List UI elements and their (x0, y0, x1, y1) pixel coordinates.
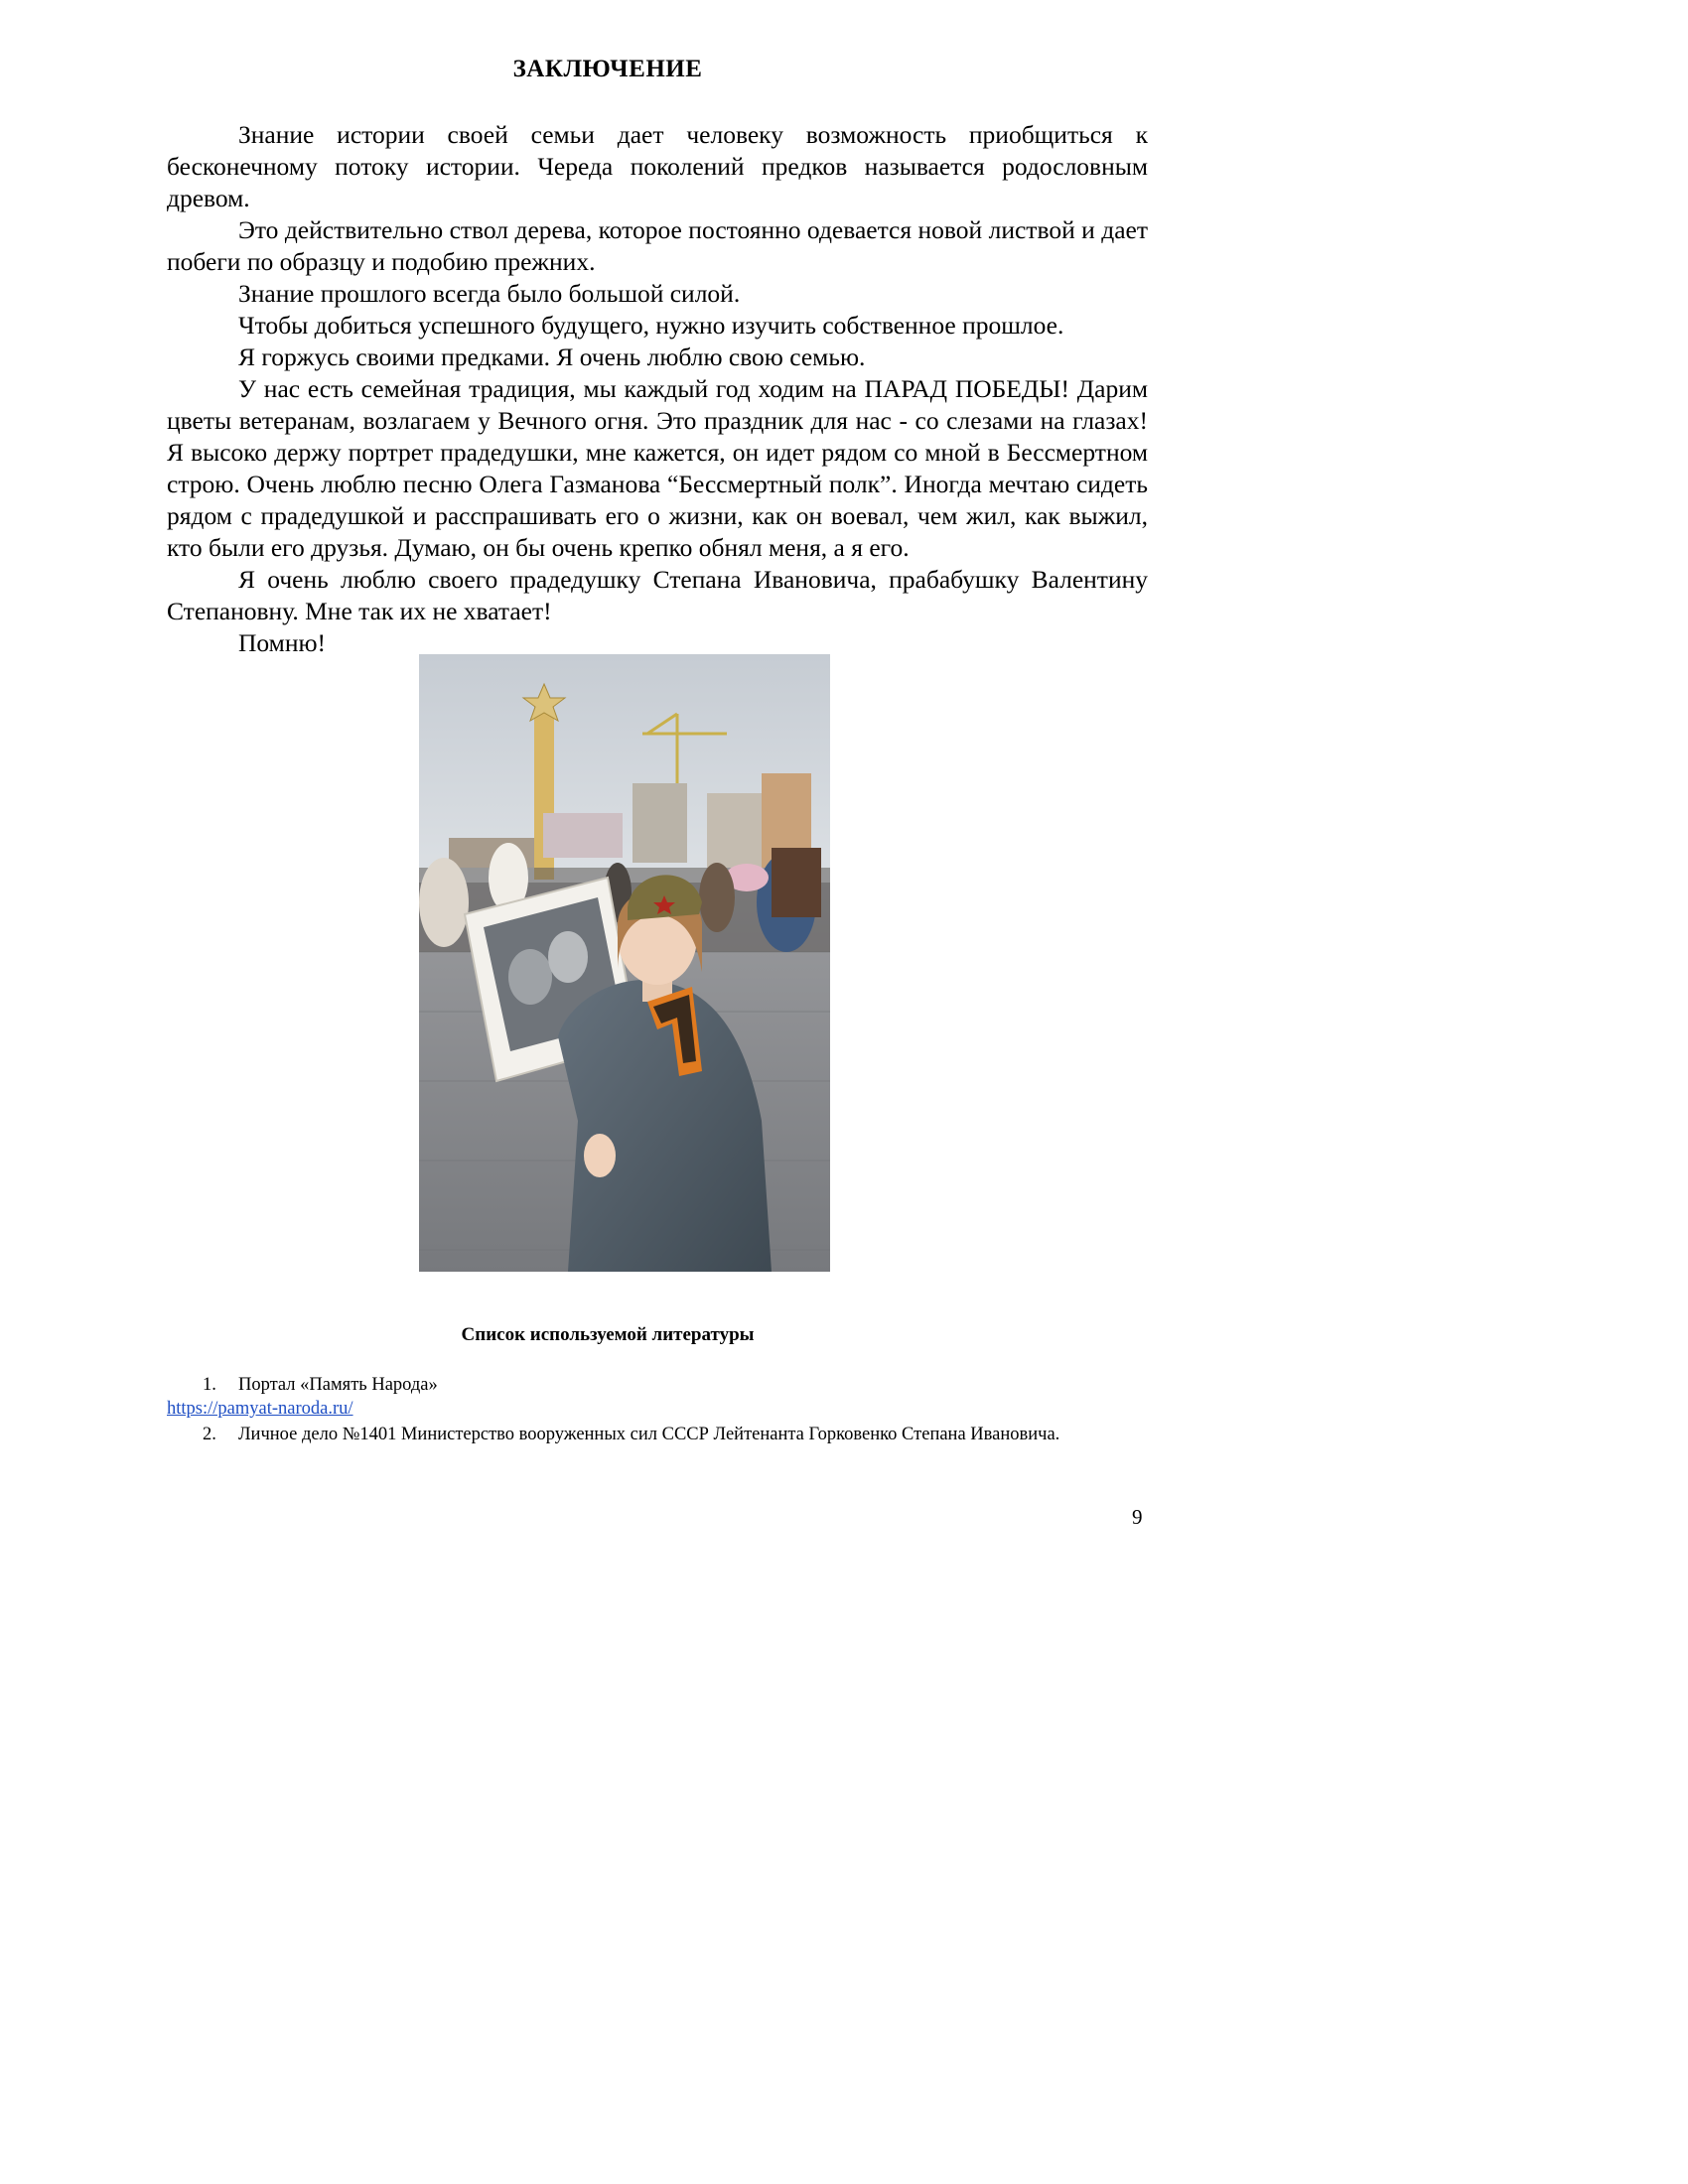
paragraph: Я горжусь своими предками. Я очень люблю свою семью. (238, 342, 866, 371)
paragraph: Я очень люблю своего прадедушку Степана Ивановича, прабабушку Валентину Степановну. Мне так их не хватает! (167, 565, 1148, 625)
building (633, 783, 687, 863)
references-title: Список используемой литературы (461, 1324, 755, 1345)
reference-number: 2. (203, 1425, 216, 1444)
reference-link[interactable]: https://pamyat-naroda.ru/ (167, 1399, 353, 1419)
paragraph: Чтобы добиться успешного будущего, нужно изучить собственное прошлое. (238, 311, 1064, 340)
reference-number: 1. (203, 1375, 216, 1395)
reference-item (167, 1373, 1148, 1397)
paragraph: Знание истории своей семьи дает человеку возможность приобщиться к бесконечному потоку истории. Череда поколений предков называется родословным древом. (167, 120, 1148, 212)
reference-text: Личное дело №1401 Министерство вооруженных сил СССР Лейтенанта Горковенко Степана Ивановича. (238, 1425, 1060, 1444)
reference-text: Портал «Память Народа» (238, 1375, 438, 1395)
reference-item (167, 1423, 1148, 1446)
stage-screen (543, 813, 623, 858)
page-number: 9 (1132, 1505, 1143, 1529)
paragraph: У нас есть семейная традиция, мы каждый год ходим на ПАРАД ПОБЕДЫ! Дарим цветы ветеранам, возлагаем у Вечного огня. Это праздник для нас - со слезами на глазах! Я высоко держу портрет прадедушки, мне кажется, он идет рядом со мной в Бессмертном строю. Очень люблю песню Олега Газманова “Бессмертный полк”. Иногда мечтаю сидеть рядом с прадедушкой и расспрашивать его о жизни, как он воевал, чем жил, как выжил, кто были его друзья. Думаю, он бы очень крепко обнял меня, а я его. (167, 374, 1148, 562)
parade-photo (419, 654, 830, 1272)
paragraph: Знание прошлого всегда было большой силой. (238, 279, 741, 308)
references-list (167, 1373, 1148, 1446)
paragraph: Это действительно ствол дерева, которое постоянно одевается новой листвой и дает побеги по образцу и подобию прежних. (167, 215, 1148, 276)
body-text (167, 119, 1148, 659)
paragraph: Помню! (238, 628, 327, 657)
page-heading: ЗАКЛЮЧЕНИЕ (512, 56, 703, 82)
